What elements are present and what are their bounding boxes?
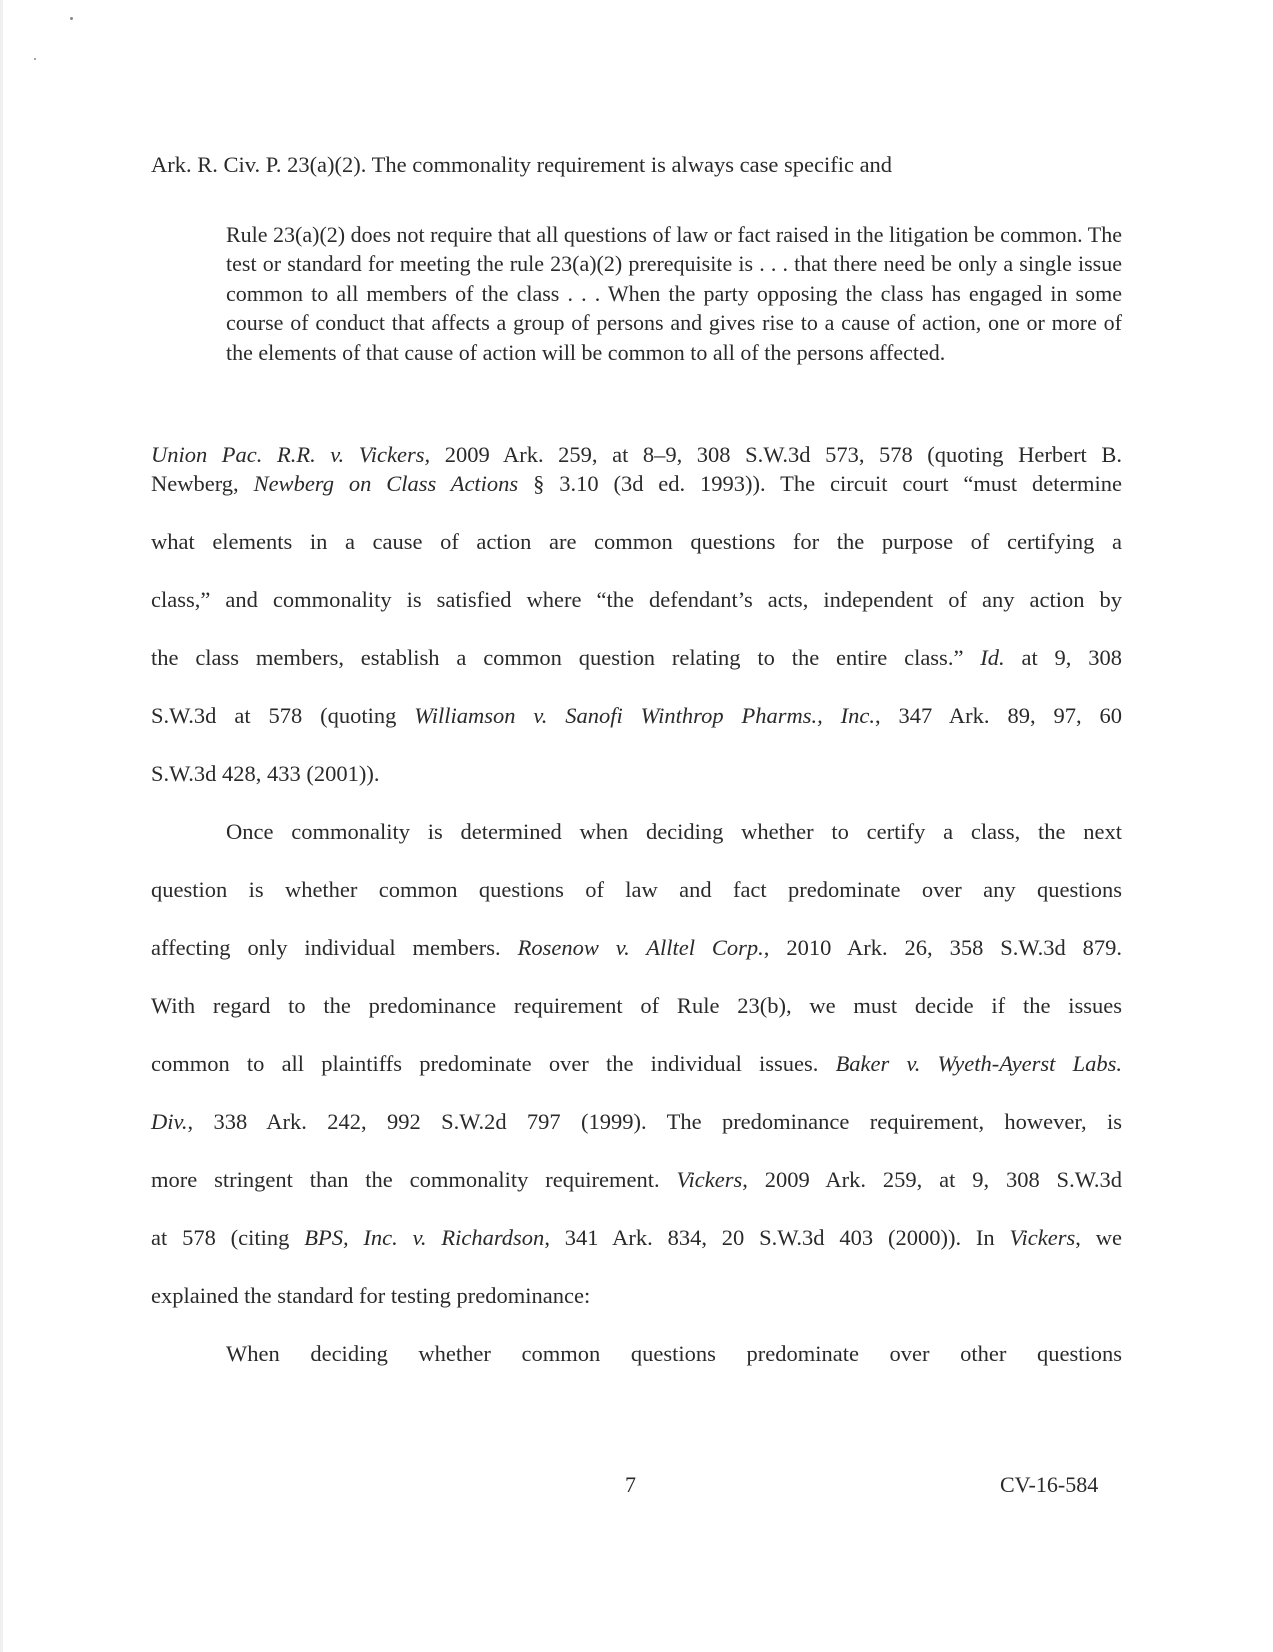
para1-line7: S.W.3d 428, 433 (2001)). — [151, 761, 380, 786]
block-quote: Rule 23(a)(2) does not require that all questions of law or fact raised in the litigation be common. The test or standard for meeting the rule 23(a)(2) prerequisite is . . . that there need be only a single issue common to all members of the class . . . When the party opposing the class has engaged in some course of conduct that affects a group of persons and gives rise to a cause of action, one or more of the elements of that cause of action will be common to all of the persons affected. — [226, 222, 1122, 365]
para2-line9: explained the standard for testing predominance: — [151, 1283, 591, 1308]
para1-line1: Union Pac. R.R. v. Vickers, 2009 Ark. 259, at 8–9, 308 S.W.3d 573, 578 (quoting Herbert B. — [151, 442, 1122, 467]
para1-line6: S.W.3d at 578 (quoting Williamson v. Sanofi Winthrop Pharms., Inc., 347 Ark. 89, 97, 60 — [151, 703, 1122, 728]
para2-line8: at 578 (citing BPS, Inc. v. Richardson, 341 Ark. 834, 20 S.W.3d 403 (2000)). In Vickers, we — [151, 1225, 1122, 1250]
scan-speck — [34, 58, 36, 60]
para2-line5: common to all plaintiffs predominate over the individual issues. Baker v. Wyeth-Ayerst Labs. — [151, 1051, 1122, 1076]
para2-line3: affecting only individual members. Rosenow v. Alltel Corp., 2010 Ark. 26, 358 S.W.3d 879. — [151, 935, 1123, 960]
para1-line4: class,” and commonality is satisfied where “the defendant’s acts, independent of any action by — [151, 587, 1122, 612]
para1-line5: the class members, establish a common question relating to the entire class.” Id. at 9, 308 — [151, 645, 1122, 670]
para2-line4: With regard to the predominance requirement of Rule 23(b), we must decide if the issues — [151, 993, 1122, 1018]
docket-number: CV-16-584 — [1000, 1472, 1099, 1497]
para2-line6: Div., 338 Ark. 242, 992 S.W.2d 797 (1999). The predominance requirement, however, is — [151, 1109, 1122, 1134]
para2-line2: question is whether common questions of law and fact predominate over any questions — [151, 877, 1122, 902]
para2-line1: Once commonality is determined when deciding whether to certify a class, the next — [226, 819, 1122, 844]
scan-edge — [0, 0, 3, 1652]
page-number: 7 — [625, 1472, 636, 1497]
block-quote2-start: When deciding whether common questions predominate over other questions — [226, 1341, 1122, 1366]
para1-line2: Newberg, Newberg on Class Actions § 3.10 (3d ed. 1993)). The circuit court “must determine — [151, 471, 1122, 496]
para1-line3: what elements in a cause of action are common questions for the purpose of certifying a — [151, 529, 1122, 554]
scan-speck — [70, 17, 73, 20]
para2-line7: more stringent than the commonality requirement. Vickers, 2009 Ark. 259, at 9, 308 S.W.3d — [151, 1167, 1122, 1192]
intro-line: Ark. R. Civ. P. 23(a)(2). The commonality requirement is always case specific and — [151, 152, 893, 177]
